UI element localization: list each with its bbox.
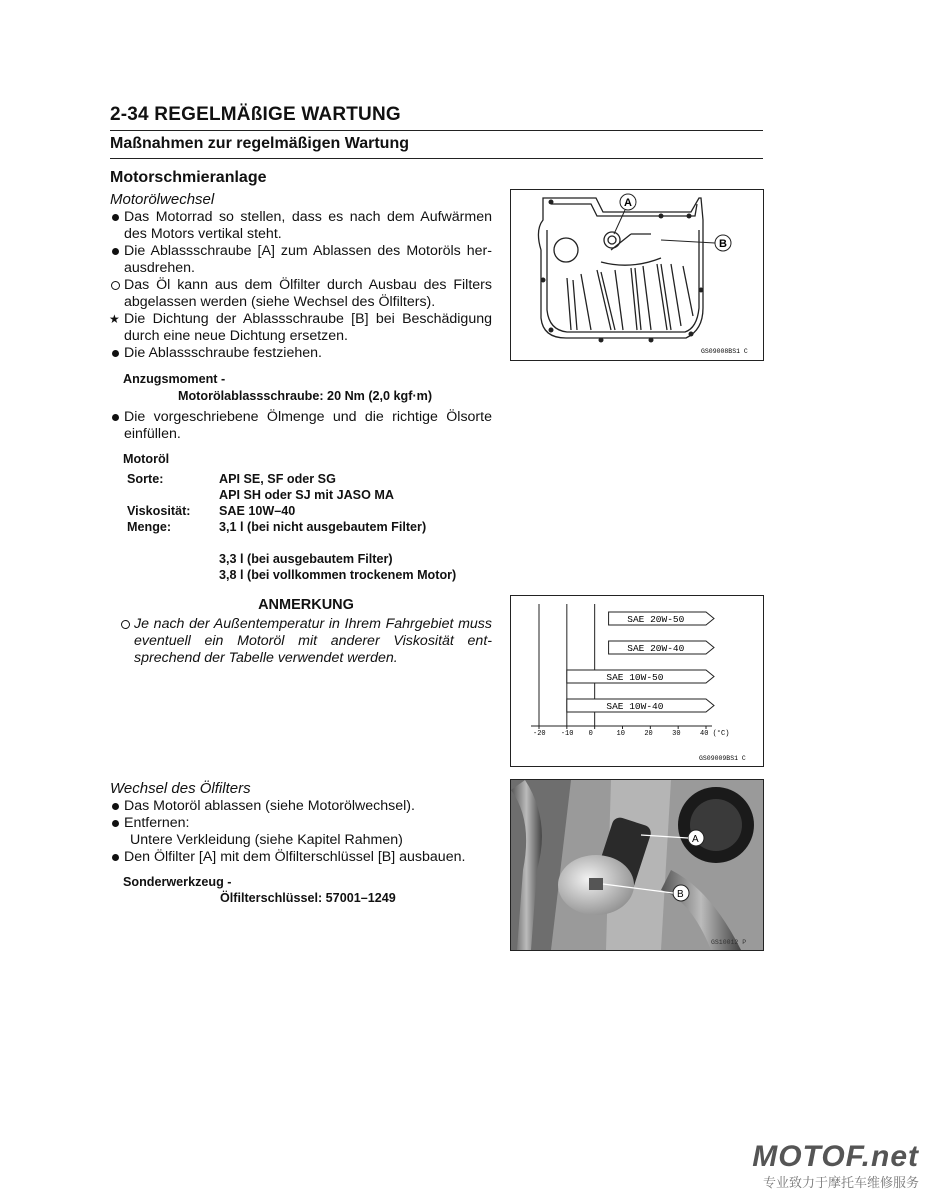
figure3-code: GS10012 P	[711, 939, 747, 946]
step-item: Die Ablassschraube festziehen.	[124, 345, 322, 361]
filter-steps: Das Motoröl ablassen (siehe Motorölwechsel). Entfernen: Untere Verkleidung (siehe Kapitel Rahmen) Den Ölfilter [A] mit dem Ölfilterschlüssel [B] ausbauen.	[124, 798, 466, 865]
figure3-label-a: A	[692, 834, 699, 845]
oil-spec-table: Sorte: API SE, SF oder SG API SH oder SJ mit JASO MA Viskosität: SAE 10W–40 Menge: 3,1 l (bei nicht ausgebautem Filter) 3,3 l (bei ausgebautem Filter) 3,8 l (bei vollkommen trockenem Motor)	[127, 472, 457, 582]
step-item: Das Öl kann aus dem Ölfilter durch Ausbau des Filters abgelassen werden (siehe Wechsel des Ölfilters).	[124, 277, 492, 310]
tool-label: Sonderwerkzeug -	[123, 875, 232, 889]
fill-step: Die vorgeschriebene Ölmenge und die richtige Ölsorte einfüllen.	[124, 409, 492, 442]
oil-filter-photo	[510, 779, 764, 951]
chart-x-tick-label: 20	[644, 730, 653, 738]
tool-value: Ölfilterschlüssel: 57001–1249	[220, 891, 396, 905]
watermark-tagline: 专业致力于摩托车维修服务	[762, 1175, 919, 1190]
figure1-code: GS09008BS1 C	[701, 348, 748, 355]
figure1-label-a: A	[624, 197, 632, 209]
page-subtitle: Maßnahmen zur regelmäßigen Wartung	[110, 135, 409, 152]
viscosity-chart	[511, 596, 763, 766]
step-item: ★ Die Dichtung der Ablassschraube [B] bei Beschädigung durch eine neue Dichtung ersetzen.	[109, 311, 492, 344]
step-item: Das Motorrad so stellen, dass es nach dem Aufwärmen des Motors vertikal steht.	[124, 209, 492, 242]
note-text: Je nach der Außentemperatur in Ihrem Fahrgebiet muss eventuell ein Motoröl mit anderer Viskosität ent-sprechend der Tabelle verwendet werden.	[134, 616, 492, 666]
torque-label: Anzugsmoment -	[123, 372, 226, 386]
chart-code: GS09009BS1 C	[699, 755, 746, 762]
title-rule	[110, 130, 763, 131]
watermark-brand: MOTOF.net	[752, 1140, 919, 1173]
filter-change-heading: Wechsel des Ölfilters	[110, 780, 251, 797]
chart-x-tick-label: -20	[533, 730, 546, 738]
oil-pan-figure	[510, 189, 764, 361]
chart-bar-label: SAE 10W-40	[606, 701, 664, 712]
chart-x-tick-label: 40 (°C)	[700, 730, 730, 738]
chart-x-tick-label: 30	[672, 730, 681, 738]
section-heading: Motorschmieranlage	[110, 169, 267, 186]
torque-value: Motorölablassschraube: 20 Nm (2,0 kgf·m)	[178, 389, 433, 403]
chart-x-tick-label: 0	[588, 730, 593, 738]
viscosity-chart-figure	[510, 595, 764, 767]
step-item: Die Ablassschraube [A] zum Ablassen des Motoröls her-ausdrehen.	[124, 243, 492, 276]
chart-bar-label: SAE 20W-40	[627, 643, 685, 654]
oil-change-steps	[110, 209, 492, 362]
subtitle-rule	[110, 158, 763, 159]
figure3-label-b: B	[677, 889, 684, 900]
note-title: ANMERKUNG	[258, 597, 354, 613]
oil-spec-title: Motoröl	[123, 452, 170, 466]
oil-pan-drawing	[511, 190, 763, 360]
chart-x-tick-label: -10	[560, 730, 574, 738]
figure1-label-b: B	[719, 238, 727, 250]
chart-bar-label: SAE 10W-50	[606, 672, 664, 683]
chart-x-tick-label: 10	[616, 730, 625, 738]
page-title: 2-34 REGELMÄßIGE WARTUNG	[110, 104, 401, 125]
oil-filter-photo-drawing	[511, 780, 763, 950]
watermark-logo	[752, 1140, 919, 1191]
oil-change-heading: Motorölwechsel	[110, 191, 215, 208]
chart-bar-label: SAE 20W-50	[627, 614, 685, 625]
